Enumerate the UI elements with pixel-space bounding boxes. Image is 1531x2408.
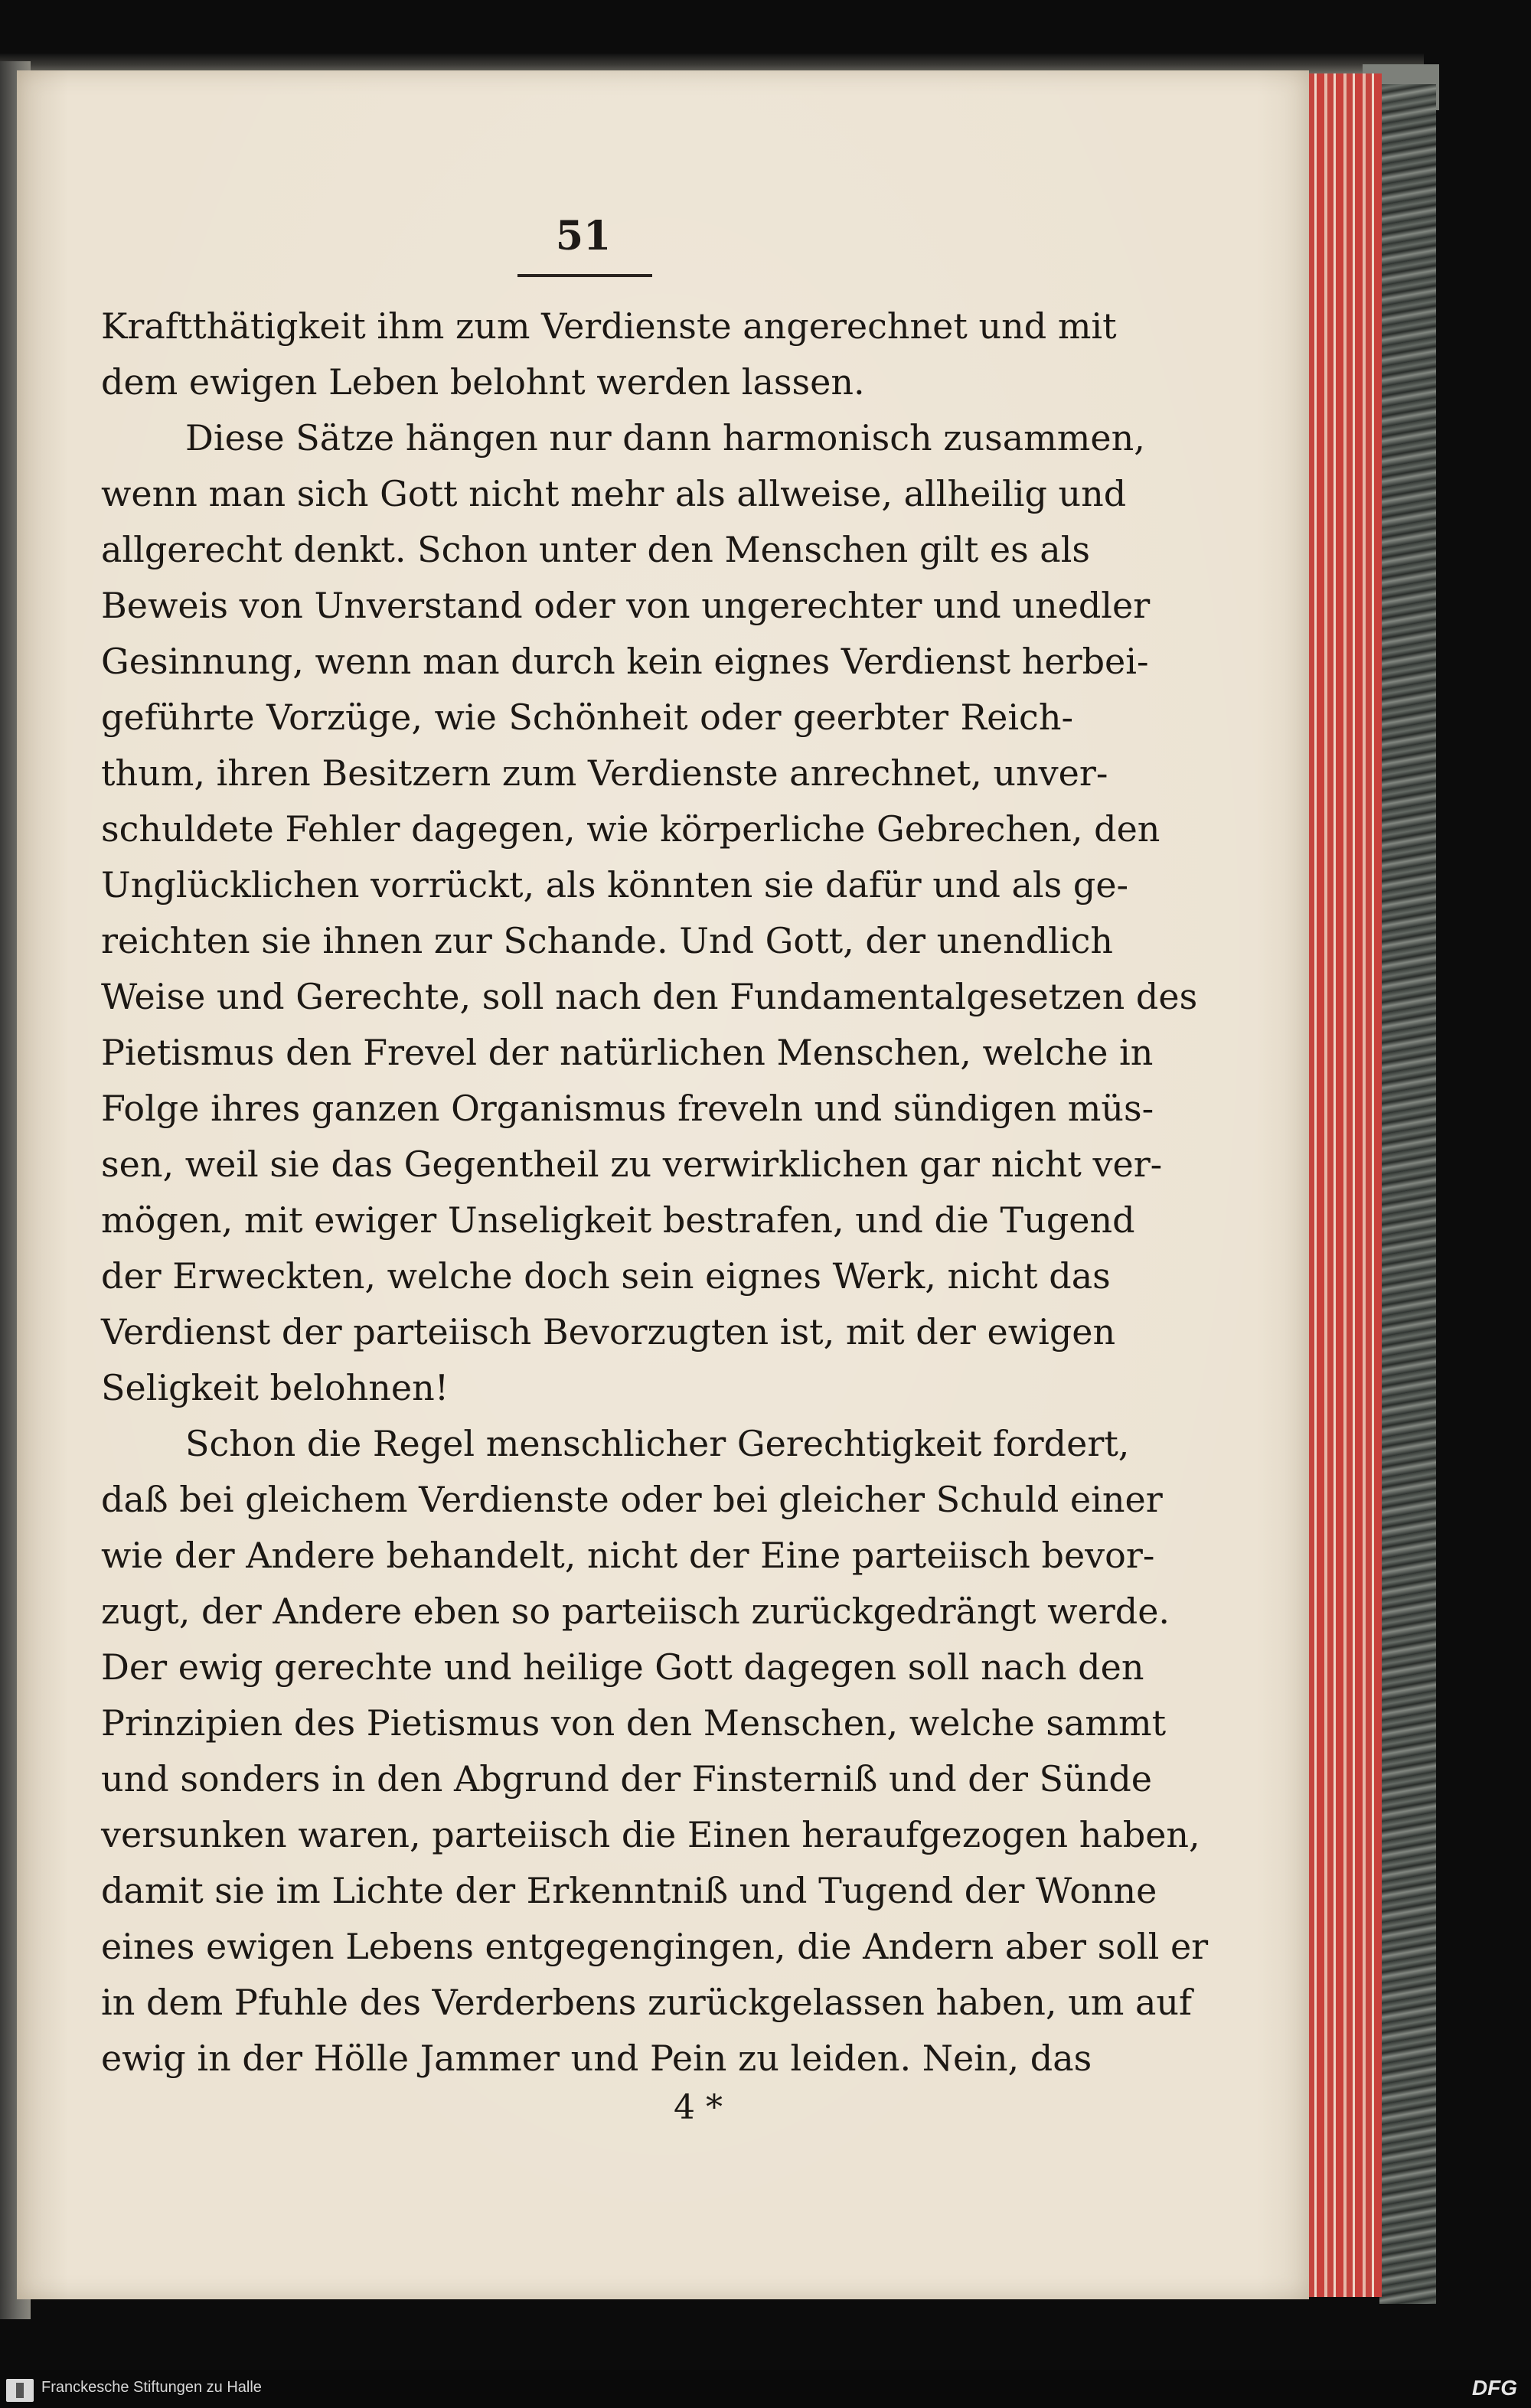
text-line: thum, ihren Besitzern zum Verdienste anrechnet, unver-: [101, 752, 1108, 794]
institution-name[interactable]: Franckesche Stiftungen zu Halle: [41, 2379, 262, 2396]
text-line: Seligkeit belohnen!: [101, 1367, 449, 1408]
page-text-block: [101, 299, 1209, 2087]
text-line: Weise und Gerechte, soll nach den Fundamentalgesetzen des: [101, 976, 1198, 1017]
text-line: eines ewigen Lebens entgegengingen, die Andern aber soll er: [101, 1926, 1209, 1967]
page-number-rule: [517, 274, 652, 277]
text-line: Schon die Regel menschlicher Gerechtigkeit fordert,: [185, 1423, 1130, 1464]
printer-signature-mark: 4 *: [674, 2088, 723, 2127]
text-line: allgerecht denkt. Schon unter den Menschen gilt es als: [101, 529, 1091, 570]
text-line: Gesinnung, wenn man durch kein eignes Verdienst herbei-: [101, 641, 1149, 682]
text-line: in dem Pfuhle des Verderbens zurückgelassen haben, um auf: [101, 1982, 1193, 2023]
text-line: Folge ihres ganzen Organismus freveln und sündigen müs-: [101, 1088, 1154, 1129]
institution-logo-icon: [6, 2379, 34, 2402]
text-line: Pietismus den Frevel der natürlichen Menschen, welche in: [101, 1032, 1154, 1073]
dfg-logo[interactable]: DFG: [1471, 2376, 1517, 2400]
text-line: wie der Andere behandelt, nicht der Eine parteiisch bevor-: [101, 1535, 1155, 1576]
text-line: schuldete Fehler dagegen, wie körperliche Gebrechen, den: [101, 808, 1160, 850]
text-line: Unglücklichen vorrückt, als könnten sie dafür und als ge-: [101, 864, 1129, 905]
text-line: Diese Sätze hängen nur dann harmonisch zusammen,: [185, 417, 1145, 458]
text-line: Prinzipien des Pietismus von den Menschen, welche sammt: [101, 1702, 1167, 1744]
footer-bar: [0, 2370, 1531, 2408]
text-line: wenn man sich Gott nicht mehr als allweise, allheilig und: [101, 473, 1127, 514]
text-line: Beweis von Unverstand oder von ungerechter und unedler: [101, 585, 1151, 626]
text-line: geführte Vorzüge, wie Schönheit oder geerbter Reich-: [101, 697, 1073, 738]
text-line: reichten sie ihnen zur Schande. Und Gott, der unendlich: [101, 920, 1113, 961]
text-line: damit sie im Lichte der Erkenntniß und Tugend der Wonne: [101, 1870, 1157, 1911]
text-line: mögen, mit ewiger Unseligkeit bestrafen, und die Tugend: [101, 1199, 1135, 1241]
text-line: dem ewigen Leben belohnt werden lassen.: [101, 361, 865, 403]
text-line: ewig in der Hölle Jammer und Pein zu leiden. Nein, das: [101, 2038, 1092, 2079]
text-line: der Erweckten, welche doch sein eignes Werk, nicht das: [101, 1255, 1111, 1297]
text-line: versunken waren, parteiisch die Einen heraufgezogen haben,: [101, 1814, 1200, 1855]
text-line: sen, weil sie das Gegentheil zu verwirklichen gar nicht ver-: [101, 1144, 1163, 1185]
text-line: daß bei gleichem Verdienste oder bei gleicher Schuld einer: [101, 1479, 1163, 1520]
text-line: Kraftthätigkeit ihm zum Verdienste angerechnet und mit: [101, 305, 1117, 347]
text-line: Verdienst der parteiisch Bevorzugten ist, mit der ewigen: [101, 1311, 1116, 1352]
marbled-cover-edge: [1379, 84, 1436, 2304]
text-line: zugt, der Andere eben so parteiisch zurückgedrängt werde.: [101, 1591, 1170, 1632]
page-number: 51: [555, 213, 612, 259]
text-line: und sonders in den Abgrund der Finsterniß und der Sünde: [101, 1758, 1152, 1799]
text-line: Der ewig gerechte und heilige Gott dagegen soll nach den: [101, 1646, 1144, 1688]
